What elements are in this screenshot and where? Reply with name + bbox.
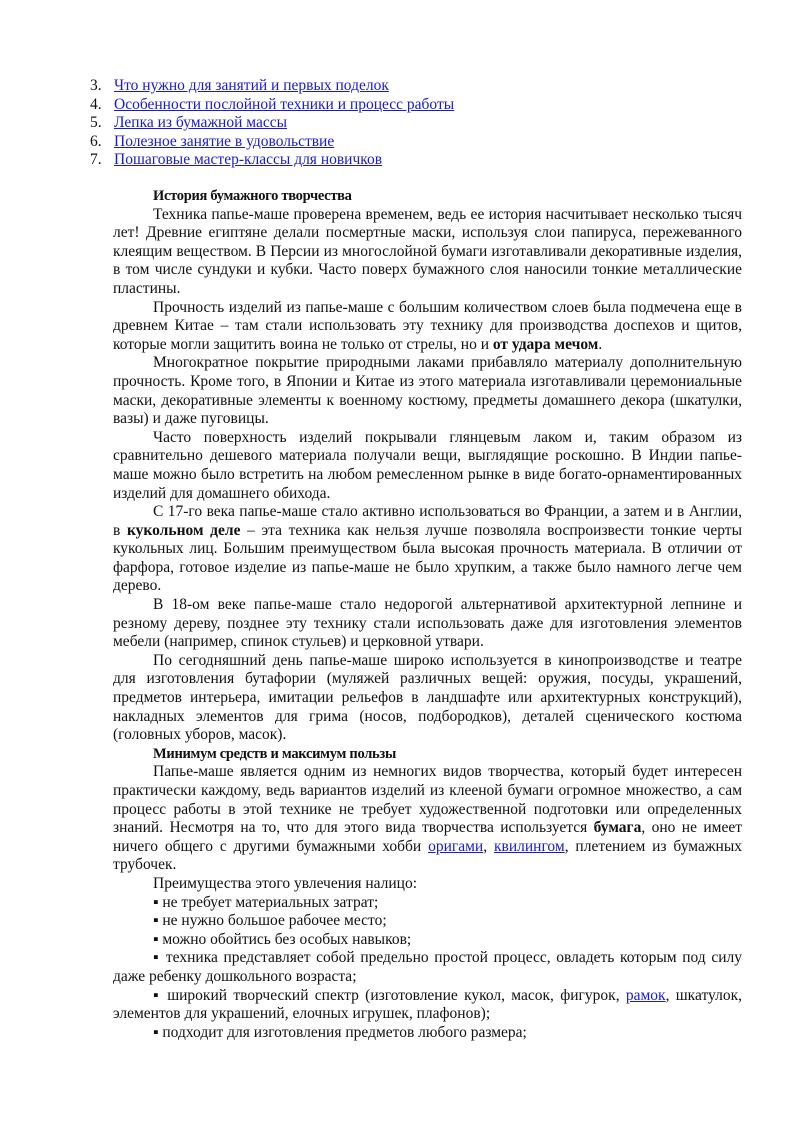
paragraph: Папье-маше является одним из немногих видов творчества, который будет интересен практически каждому, ведь вариантов изделий из клееной бумаги огромное множество, а сам процесс работы в этой технике не требует художественной подготовки или определенных знаний. Несмотря на то, что для этого вида творчества используется бумага, оно не имеет ничего общего с другими бумажными хобби оригами, квилингом, плетением из бумажных трубочек.	[113, 763, 743, 874]
link-quilling[interactable]: квилингом	[493, 837, 565, 855]
toc-number: 5.	[90, 114, 102, 132]
toc-number: 4.	[90, 95, 102, 113]
bold-phrase: бумага	[593, 819, 642, 837]
paragraph: Часто поверхность изделий покрывали глянцевым лаком и, таким образом из сравнительно дешевого материала получали вещи, выглядящие роскошно. В Индии папье-маше можно было встретить на любом ремесленном рынке в виде богато-орнаментированных изделий для домашнего обихода.	[113, 428, 742, 502]
toc-link-useful-hobby[interactable]: Полезное занятие в удовольствие	[114, 132, 335, 150]
paragraph: Прочность изделий из папье-маше с большим количеством слоев была подмечена еще в древнем Китае – там стали использовать эту технику для производства доспехов и щитов, которые могли защитить воина не только от стрелы, но и от удара мечом.	[113, 298, 742, 353]
link-frames[interactable]: рамок	[625, 986, 666, 1004]
list-item: ▪ техника представляет собой предельно простой процесс, овладеть которым под силу даже ребенку дошкольного возраста;	[113, 949, 742, 985]
toc-number: 3.	[90, 77, 102, 94]
document-body	[113, 187, 742, 1042]
toc-number: 6.	[90, 132, 102, 150]
paragraph: По сегодняшний день папье-маше широко используется в кинопроизводстве и театре для изготовления бутафории (муляжей различных вещей: оружия, посуды, украшений, предметов интерьера, имитации рельефов в ландшафте или архитектурных конструкций), накладных элементов для грима (носов, подбородков), деталей сценического костюма (головных уборов, масок).	[113, 651, 742, 744]
link-origami[interactable]: оригами	[428, 837, 484, 855]
toc-link-layer-technique[interactable]: Особенности послойной техники и процесс работы	[114, 95, 455, 113]
section-heading-benefits: Минимум средств и максимум пользы	[153, 745, 396, 762]
paragraph: Техника папье-маше проверена временем, ведь ее история насчитывает несколько тысяч лет! Древние египтяне делали посмертные маски, используя слои папируса, пережеванного клеящим веществом. В Персии из многослойной бумаги изготавливали декоративные изделия, в том числе сундуки и кубки. Часто поверх бумажного слоя наносили тонкие металлические пластины.	[113, 205, 742, 297]
toc-link-materials[interactable]: Что нужно для занятий и первых поделок	[114, 77, 389, 94]
toc-item	[0, 96, 800, 115]
list-item: ▪ подходит для изготовления предметов любого размера;	[153, 1023, 527, 1041]
list-item: ▪ не нужно большое рабочее место;	[153, 912, 387, 930]
bold-phrase: кукольном деле	[126, 521, 241, 539]
paragraph: Преимущества этого увлечения налицо:	[153, 874, 418, 892]
paragraph: В 18-ом веке папье-маше стало недорогой альтернативой архитектурной лепнине и резному дереву, позднее эту технику стали использовать даже для изготовления элементов мебели (например, спинок стульев) и церковной утвари.	[113, 596, 742, 651]
bold-phrase: от удара мечом	[492, 335, 599, 353]
list-item: ▪ широкий творческий спектр (изготовление кукол, масок, фигурок, рамок, шкатулок, элементов для украшений, елочных игрушек, плафонов);	[113, 986, 742, 1023]
toc-item	[0, 151, 800, 170]
toc-item	[0, 114, 800, 133]
paragraph: Многократное покрытие природными лаками прибавляло материалу дополнительную прочность. Кроме того, в Японии и Китае из этого материала изготавливали церемониальные маски, декоративные элементы к военному костюму, предметы домашнего декора (шкатулки, вазы) и даже пуговицы.	[113, 354, 742, 428]
toc-number: 7.	[90, 151, 102, 169]
paragraph: С 17-го века папье-маше стало активно использоваться во Франции, а затем и в Англии, в кукольном деле – эта техника как нельзя лучше позволяла воспроизвести тонкие черты кукольных лиц. Большим преимуществом была высокая прочность материала. В отличии от фарфора, готовое изделие из папье-маше не было хрупким, а также было намного легче чем дерево.	[113, 503, 742, 595]
list-item: ▪ не требует материальных затрат;	[153, 893, 379, 911]
toc-link-master-classes[interactable]: Пошаговые мастер-классы для новичков	[114, 151, 383, 169]
toc-item	[0, 77, 800, 96]
section-heading-history: История бумажного творчества	[153, 188, 352, 204]
list-item: ▪ можно обойтись без особых навыков;	[153, 930, 412, 948]
toc-link-paper-mass[interactable]: Лепка из бумажной массы	[114, 114, 288, 132]
table-of-contents	[0, 77, 800, 170]
toc-item	[0, 133, 800, 152]
